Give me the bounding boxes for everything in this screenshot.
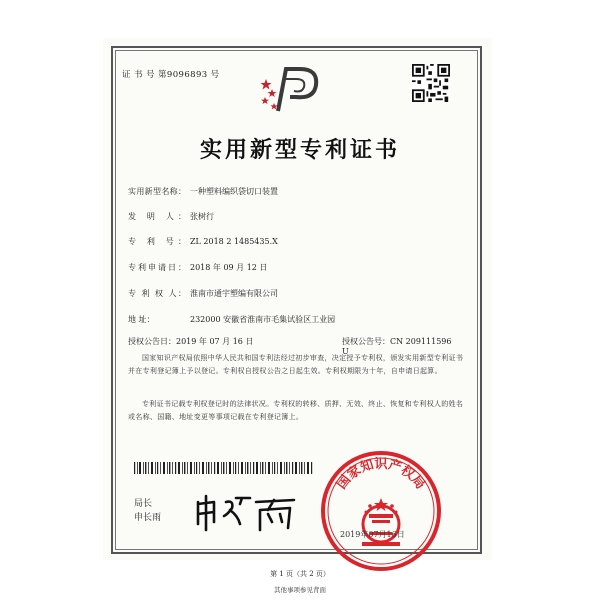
address-value: 232000 安徽省淮南市毛集试验区工业园 [190, 315, 336, 324]
legal-paragraph-1: 国家知识产权局依照中华人民共和国专利法经过初步审查，决定授予专利权，颁发实用新型专利证书并在专利登记簿上予以登记。专利权自授权公告之日起生效。专利权期限为十年，自申请日起算。 [128, 354, 464, 375]
official-seal-icon [318, 448, 444, 574]
patentee-label: 专 利 权 人： [128, 289, 186, 298]
grant-date-label: 授权公告日： [128, 337, 176, 346]
certificate-number: 证 书 号 第9096893 号 [122, 70, 220, 80]
utility-model-name-label: 实用新型名称： [128, 187, 186, 196]
grant-number-value: CN 209111596 U [342, 337, 452, 356]
patentee-row [128, 288, 278, 299]
inventor-value: 张树行 [190, 212, 214, 221]
seal-text: 国家知识产权局 [334, 457, 428, 493]
patent-number-row [128, 236, 278, 247]
patent-number-value: ZL 2018 2 1485435.X [190, 237, 278, 246]
address-row [128, 314, 335, 325]
page-indicator: 第 1 页（共 2 页） [270, 570, 330, 578]
patent-number-label: 专 利 号： [128, 237, 186, 246]
certificate-title: 实用新型专利证书 [199, 137, 400, 163]
qr-code-icon [412, 64, 450, 102]
grant-number-label: 授权公告号： [342, 337, 390, 346]
cnipa-logo-icon [256, 65, 326, 115]
utility-model-name-row [128, 186, 278, 197]
seal-date: 2019年07月16日 [340, 530, 405, 539]
barcode-icon [134, 462, 314, 474]
director-title: 局长 [134, 499, 153, 509]
filing-date-value: 2018 年 09 月 12 日 [190, 263, 268, 272]
patentee-value: 淮南市通宇塑编有限公司 [190, 289, 278, 298]
footer-note: 其他事项参见背面 [274, 586, 326, 594]
filing-date-row [128, 262, 267, 273]
utility-model-name-value: 一种塑料编织袋切口装置 [190, 187, 278, 196]
inventor-label: 发 明 人： [128, 212, 186, 221]
handwritten-signature-icon [190, 492, 300, 532]
grant-row [128, 336, 458, 356]
director-block [134, 497, 161, 525]
inventor-row [128, 211, 214, 222]
grant-date-value: 2019 年 07 月 16 日 [176, 337, 254, 346]
director-name: 申长雨 [134, 513, 162, 523]
legal-paragraph-2: 专利证书记载专利权登记时的法律状况。专利权的转移、质押、无效、终止、恢复和专利权人的姓名或名称、国籍、地址变更等事项记载在专利登记簿上。 [128, 400, 464, 421]
address-label: 地 址： [128, 315, 155, 324]
filing-date-label: 专利申请日： [128, 263, 186, 272]
